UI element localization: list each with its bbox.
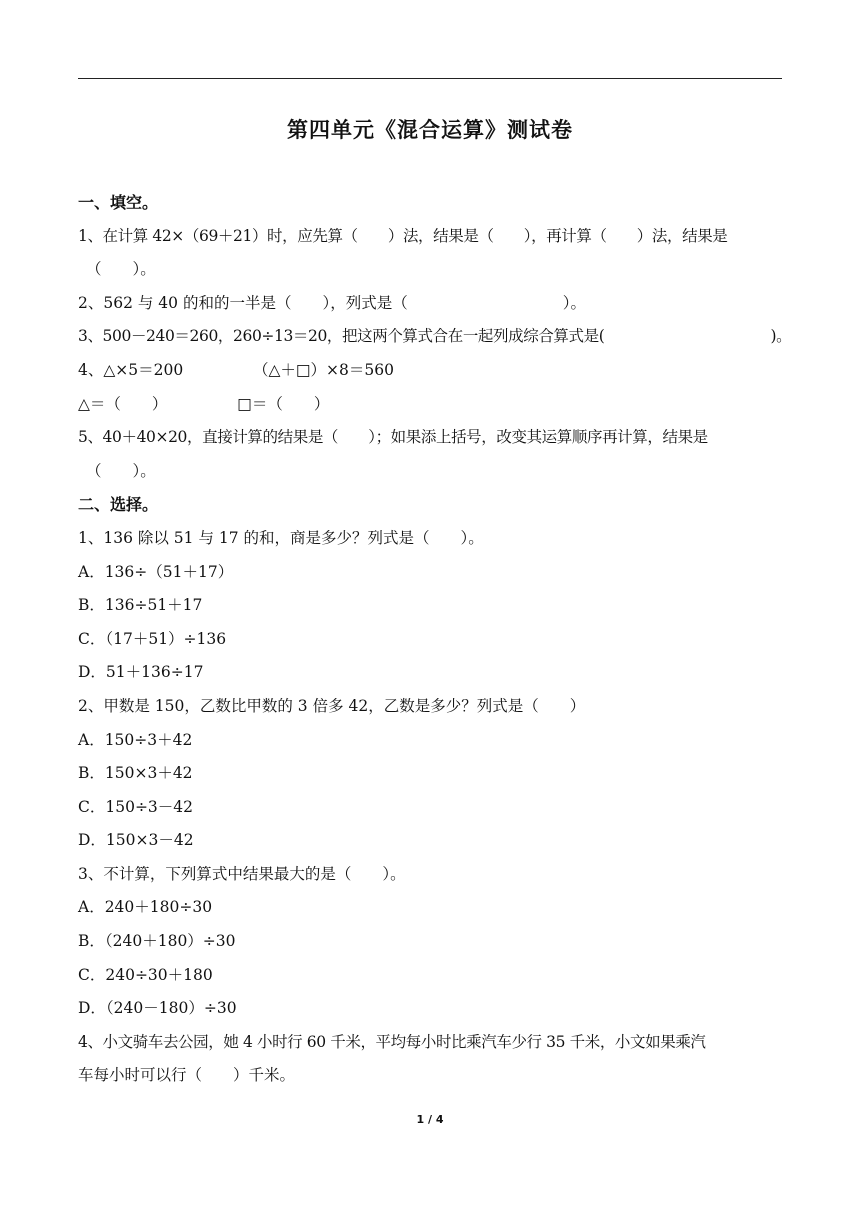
question-5: 5、40＋40×20，直接计算的结果是（ ）；如果添上括号，改变其运算顺序再计算，结果是	[78, 428, 708, 447]
choice-1-option-c: C．（17＋51）÷136	[78, 629, 227, 648]
question-4-answers: △＝（ ） □＝（ ）	[78, 394, 330, 413]
choice-1-option-d: D．51＋136÷17	[78, 663, 204, 682]
choice-question-3: 3、不计算，下列算式中结果最大的是（ ）。	[78, 864, 406, 883]
page-title: 第四单元《混合运算》测试卷	[287, 118, 573, 142]
question-2: 2、562 与 40 的和的一半是（ ），列式是（ ）。	[78, 293, 586, 312]
choice-3-option-b: B．（240＋180）÷30	[78, 932, 236, 951]
question-3: 3、500－240＝260，260÷13＝20，把这两个算式合在一起列成综合算式是( )。	[78, 327, 792, 346]
question-1-continued: （ ）。	[86, 260, 156, 279]
choice-2-option-d: D．150×3－42	[78, 831, 194, 850]
choice-question-4: 4、小文骑车去公园，她 4 小时行 60 千米，平均每小时比乘汽车少行 35 千米，小文如果乘汽	[78, 1032, 706, 1051]
header-rule	[78, 78, 782, 79]
question-4: 4、△×5＝200 （△＋□）×8＝560	[78, 360, 394, 379]
choice-question-4-continued: 车每小时可以行（ ）千米。	[78, 1066, 296, 1085]
choice-question-2: 2、甲数是 150，乙数比甲数的 3 倍多 42，乙数是多少？列式是（ ）	[78, 696, 586, 715]
choice-1-option-a: A．136÷（51＋17）	[78, 562, 234, 581]
document-body	[78, 186, 790, 1093]
page-number: 1 / 4	[416, 1113, 444, 1126]
choice-2-option-b: B．150×3＋42	[78, 764, 193, 783]
choice-1-option-b: B．136÷51＋17	[78, 596, 203, 615]
question-5-continued: （ ）。	[86, 461, 156, 480]
question-1: 1、在计算 42×（69＋21）时，应先算（ ）法，结果是（ ），再计算（ ）法，结果是	[78, 226, 728, 245]
choice-3-option-d: D．（240－180）÷30	[78, 999, 237, 1018]
choice-3-option-a: A．240＋180÷30	[78, 898, 213, 917]
choice-2-option-c: C．150÷3－42	[78, 797, 194, 816]
section-heading-fill-blank: 一、填空。	[78, 193, 159, 212]
choice-2-option-a: A．150÷3＋42	[78, 730, 193, 749]
choice-question-1: 1、136 除以 51 与 17 的和，商是多少？列式是（ ）。	[78, 528, 484, 547]
choice-3-option-c: C．240÷30＋180	[78, 965, 213, 984]
section-heading-choice: 二、选择。	[78, 495, 159, 515]
